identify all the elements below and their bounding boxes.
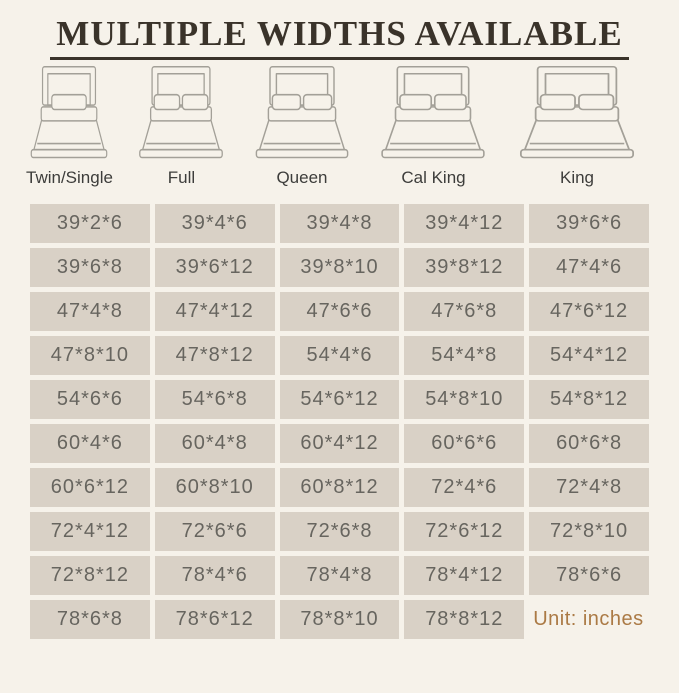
bed-size-label: Full: [167, 168, 196, 187]
bed-figure: [250, 65, 354, 188]
size-cell: 60*6*6: [404, 424, 524, 463]
size-cell: 60*6*8: [529, 424, 649, 463]
bed-figure: [513, 65, 641, 188]
size-cell: 39*6*8: [30, 248, 150, 287]
size-chart-page: [0, 14, 679, 693]
size-cell: 54*4*8: [404, 336, 524, 375]
size-cell: 39*6*6: [529, 204, 649, 243]
size-table: [30, 204, 649, 639]
bed-size-label: King: [559, 168, 595, 187]
size-cell: 47*8*12: [155, 336, 275, 375]
size-cell: 72*8*12: [30, 556, 150, 595]
bed-icon: [375, 65, 491, 161]
page-title: MULTIPLE WIDTHS AVAILABLE: [50, 14, 628, 60]
bed-figure: [26, 65, 113, 188]
bed-icon: [250, 65, 354, 161]
size-cell: 60*4*8: [155, 424, 275, 463]
bed-size-label: Queen: [276, 168, 328, 187]
size-cell: 39*8*10: [280, 248, 400, 287]
size-cell: 60*8*12: [280, 468, 400, 507]
size-cell: 72*8*10: [529, 512, 649, 551]
size-cell: 47*4*8: [30, 292, 150, 331]
bed-size-label: Twin/Single: [26, 168, 113, 187]
size-cell: 47*6*8: [404, 292, 524, 331]
size-cell: 78*6*8: [30, 600, 150, 639]
size-cell: 60*6*12: [30, 468, 150, 507]
size-cell: 39*2*6: [30, 204, 150, 243]
size-cell: 72*4*6: [404, 468, 524, 507]
size-cell: 72*4*8: [529, 468, 649, 507]
size-cell: 39*4*12: [404, 204, 524, 243]
size-cell: 60*4*12: [280, 424, 400, 463]
size-cell: 60*4*6: [30, 424, 150, 463]
bed-size-label: Cal King: [401, 168, 466, 187]
size-cell: 72*4*12: [30, 512, 150, 551]
size-cell: 47*6*6: [280, 292, 400, 331]
size-cell: 72*6*6: [155, 512, 275, 551]
size-cell: 78*6*6: [529, 556, 649, 595]
size-cell: 54*8*12: [529, 380, 649, 419]
size-cell: 47*4*6: [529, 248, 649, 287]
size-cell: 39*4*6: [155, 204, 275, 243]
bed-figure: [375, 65, 491, 188]
size-cell: 72*6*12: [404, 512, 524, 551]
beds-row: [0, 60, 679, 188]
bed-icon: [134, 65, 228, 161]
size-cell: 39*6*12: [155, 248, 275, 287]
size-cell: 54*6*8: [155, 380, 275, 419]
size-cell: 78*4*12: [404, 556, 524, 595]
unit-note: Unit: inches: [533, 608, 644, 630]
size-cell: 39*4*8: [280, 204, 400, 243]
size-cell: 47*8*10: [30, 336, 150, 375]
bed-icon: [513, 65, 641, 161]
size-cell: 72*6*8: [280, 512, 400, 551]
size-cell: 78*4*8: [280, 556, 400, 595]
size-cell: 60*8*10: [155, 468, 275, 507]
size-cell: 54*4*12: [529, 336, 649, 375]
size-cell: 54*4*6: [280, 336, 400, 375]
size-cell: 47*4*12: [155, 292, 275, 331]
bed-icon: [26, 65, 112, 161]
size-cell: 54*6*6: [30, 380, 150, 419]
size-cell: 47*6*12: [529, 292, 649, 331]
size-cell: 78*6*12: [155, 600, 275, 639]
size-cell: 78*4*6: [155, 556, 275, 595]
bed-figure: [134, 65, 228, 188]
size-cell: 78*8*10: [280, 600, 400, 639]
size-cell: 39*8*12: [404, 248, 524, 287]
size-cell: 78*8*12: [404, 600, 524, 639]
size-cell: 54*8*10: [404, 380, 524, 419]
size-cell: 54*6*12: [280, 380, 400, 419]
